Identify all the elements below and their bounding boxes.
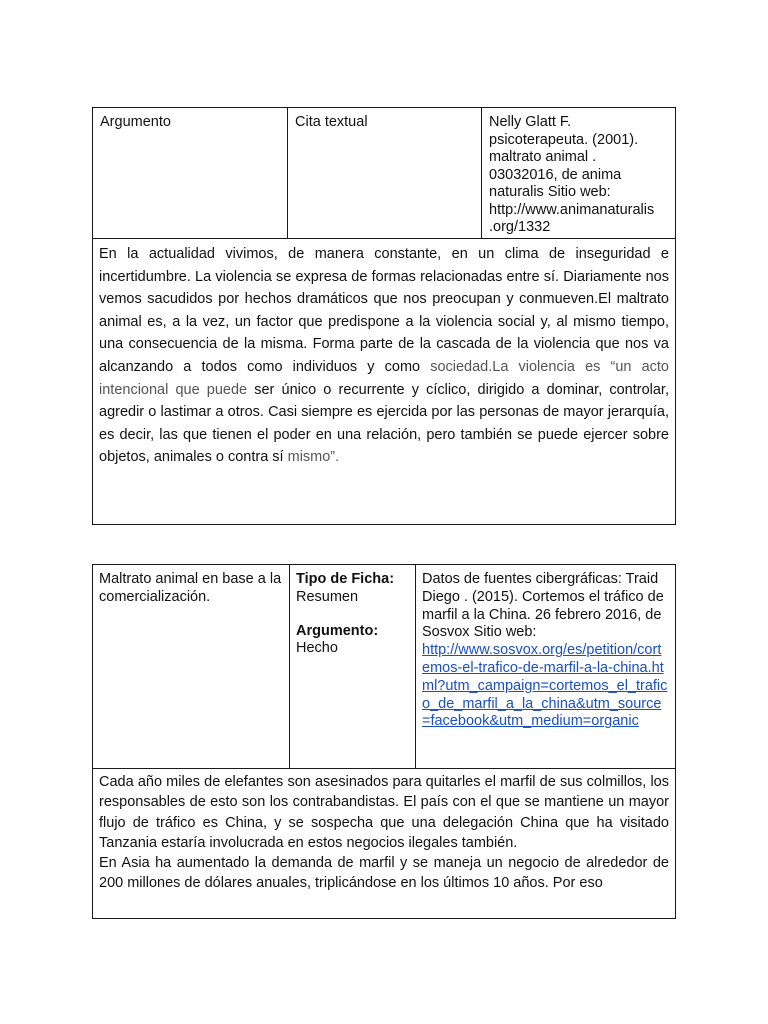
ficha-header-row bbox=[93, 565, 675, 769]
body-text-soft: sociedad.La violencia es “un acto intencional que puede bbox=[99, 358, 669, 398]
source-text: Datos de fuentes cibergráficas: Traid Diego . (2015). Cortemos el tráfico de marfil a la China. 26 febrero 2016, de Sosvox Sitio web: bbox=[422, 571, 664, 641]
argument-label: Argumento: bbox=[296, 622, 379, 639]
source-link[interactable]: http://www.sosvox.org/es/petition/cortemos-el-trafico-de-marfil-a-la-china.html?utm_campaign=cortemos_el_trafico_de_marfil_a_la_china&utm_source=facebook&utm_medium=organic bbox=[422, 642, 668, 730]
body-paragraph-1: Cada año miles de elefantes son asesinados para quitarles el marfil de sus colmillos, los responsables de esto son los contrabandistas. El país con el que se mantiene un mayor flujo de tráfico es China, y se sospecha que una delegación China que ha visitado Tanzania estaría involucrada en estos negocios ilegales también. bbox=[99, 774, 669, 851]
argument-value: Hecho bbox=[296, 640, 338, 657]
body-text-continued: ser único o recurrente y cíclico, dirigido a dominar, controlar, agredir o lastimar a otros. Casi siempre es ejercida por las personas de mayor jerarquía, es decir, las que tienen el poder en una relación, pero también se puede ejercer sobre objetos, animales o contra sí bbox=[99, 381, 669, 466]
ficha-header-row bbox=[93, 108, 675, 239]
ficha-body bbox=[93, 239, 675, 473]
argument-label: Argumento bbox=[100, 114, 171, 130]
source-citation: Nelly Glatt F. psicoterapeuta. (2001). maltrato animal . 03032016, de anima naturalis Sitio web: http://www.animanaturalis .org/1332 bbox=[481, 108, 675, 238]
topic-title: Maltrato animal en base a la comercialización. bbox=[99, 571, 282, 605]
ficha-type-label: Tipo de Ficha: bbox=[296, 571, 395, 587]
ficha-type bbox=[289, 565, 415, 768]
ficha-type-value: Resumen bbox=[296, 588, 359, 605]
ficha-card-2 bbox=[92, 564, 676, 919]
ficha-body bbox=[93, 769, 675, 897]
body-text-end: mismo”. bbox=[287, 449, 340, 466]
body-paragraph-2: En Asia ha aumentado la demanda de marfil y se maneja un negocio de alrededor de 200 millones de dólares anuales, triplicándose en los últimos 10 años. Por eso bbox=[99, 855, 669, 892]
source-citation bbox=[415, 565, 675, 768]
body-text: En la actualidad vivimos, de manera constante, en un clima de inseguridad e incertidumbre. La violencia se expresa de formas relacionadas entre sí. Diariamente nos vemos sacudidos por hechos dramáticos que nos preocupan y conmueven.El maltrato animal es, a la vez, un factor que predispone a la violencia social y, al mismo tiempo, una consecuencia de la misma. Forma parte de la cascada de la violencia que nos va alcanzando a todos como individuos y como bbox=[99, 246, 669, 375]
quote-label: Cita textual bbox=[287, 108, 481, 238]
ficha-card-1 bbox=[92, 107, 676, 525]
